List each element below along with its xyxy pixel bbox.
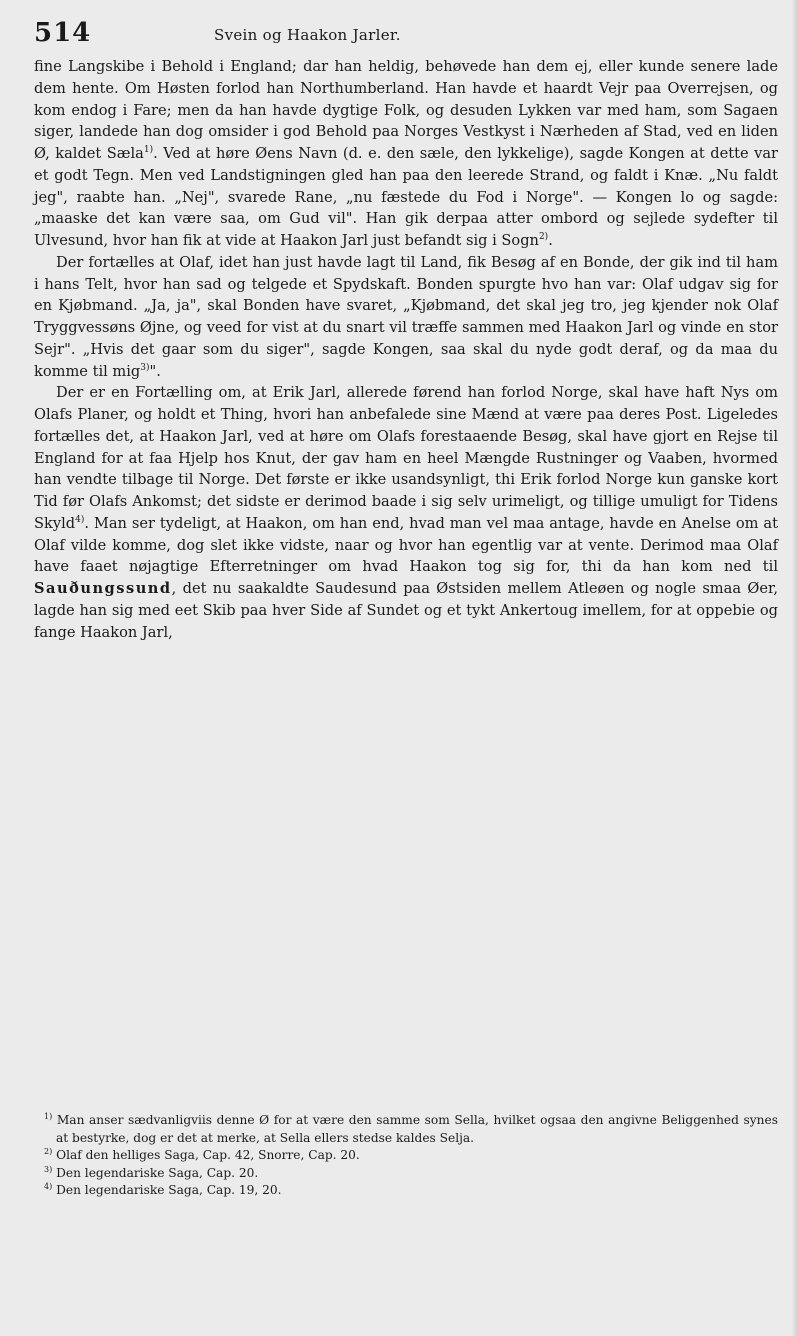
p3b-text: . Man ser tydeligt, at Haakon, om han end, hvad man vel maa antage, havde en Anelse om at Olaf vilde komme, dog slet ikke vidste, naar og hvor han egentlig var at vente. Derimod maa Olaf have faaet nøjagtige Efterretninger om hvad Haakon tog sig for, thi da han kom ned til [34, 514, 778, 576]
footnote-1 [34, 1112, 778, 1147]
p1-text: fine Langskibe i Behold i England; dar han heldig, behøvede han dem ej, eller kunde senere lade dem hente. Om Høsten forlod han Northumberland. Han havde et haardt Vejr paa Overrejsen, og kom endog i Fare; men da han havde dygtige Folk, og desuden Lykken var med ham, som Sagaen siger, landede han dog omsider i god Behold paa Norges Vestkyst i Nærheden af Stad, ved en liden Ø, kaldet Sæla [34, 58, 778, 162]
footnote-4 [34, 1182, 778, 1200]
footnote-2-text: Olaf den helliges Saga, Cap. 42, Snorre, Cap. 20. [56, 1148, 360, 1163]
p2-end: ". [149, 362, 161, 380]
running-head: Svein og Haakon Jarler. [214, 26, 401, 44]
footnote-ref-3: 3) [140, 362, 150, 373]
footnote-ref-1: 1) [143, 145, 154, 156]
footnote-ref-4: 4) [75, 514, 85, 525]
p3c-text: , det nu saakaldte Saudesund paa Østsiden mellem Atleøen og nogle smaa Øer, lagde han sig med eet Skib paa hver Side af Sundet og et tykt Ankertoug imellem, for at oppebie og fange Haakon Jarl, [34, 580, 778, 641]
page-header [34, 18, 774, 58]
body-text [34, 56, 778, 643]
footnote-4-mark: 4) [44, 1182, 53, 1192]
footnote-ref-2: 2) [538, 232, 549, 243]
footnotes [34, 1112, 778, 1200]
footnote-2 [34, 1147, 778, 1165]
place-name-spaced: Sauðungssund [34, 580, 172, 597]
p2-text: Der fortælles at Olaf, idet han just havde lagt til Land, fik Besøg af en Bonde, der gik ind til ham i hans Telt, hvor han sad og telgede et Spydskaft. Bonden spurgte hvo han var: Olaf udgav sig for en Kjøbmand. „Ja, ja", skal Bonden have svaret, „Kjøbmand, det skal jeg tro, jeg kjender nok Olaf Tryggvessøns Øjne, og veed for vist at du snart vil træffe sammen med Haakon Jarl og vinde en stor Sejr". „Hvis det gaar som du siger", sagde Kongen, saa skal du nyde godt deraf, og da maa du komme til mig [34, 253, 778, 380]
p1c-text: . [548, 232, 553, 249]
p1b-text: . Ved at høre Øens Navn (d. e. den sæle, den lykkelige), sagde Kongen at dette var et godt Tegn. Men ved Landstigningen gled han paa den leerede Strand, og faldt i Knæ. „Nu faldt jeg", raabte han. „Nej", svarede Rane, „nu fæstede du Fod i Norge". — Kongen lo og sagde: „maaske det kan være saa, om Gud vil". Han gik derpaa atter ombord og sejlede sydefter til Ulvesund, hvor han fik at vide at Haakon Jarl just befandt sig i Sogn [34, 145, 779, 249]
footnote-1-mark: 1) [44, 1111, 53, 1121]
paragraph-1 [34, 56, 778, 252]
paragraph-3 [34, 382, 778, 643]
footnote-3-text: Den legendariske Saga, Cap. 20. [56, 1165, 259, 1180]
footnote-1-text: Man anser sædvanligviis denne Ø for at være den samme som Sella, hvilket ogsaa den angivne Beliggenhed synes at bestyrke, dog er det at merke, at Sella ellers stedse kaldes Selja. [56, 1113, 778, 1145]
footnote-3 [34, 1165, 778, 1183]
paragraph-2 [34, 252, 778, 383]
footnote-3-mark: 3) [44, 1164, 53, 1174]
footnote-2-mark: 2) [44, 1147, 53, 1157]
page-number: 514 [34, 18, 92, 48]
footnote-4-text: Den legendariske Saga, Cap. 19, 20. [56, 1183, 282, 1198]
p3a-text: Der er en Fortælling om, at Erik Jarl, allerede førend han forlod Norge, skal have haft Nys om Olafs Planer, og holdt et Thing, hvori han anbefalede sine Mænd at være paa deres Post. Ligeledes fortælles det, at Haakon Jarl, ved at høre om Olafs forestaaende Besøg, skal have gjort en Rejse til England for at faa Hjelp hos Knut, der gav ham en heel Mængde Rustninger og Vaaben, hvormed han vendte tilbage til Norge. Det første er ikke usandsynligt, thi Erik forlod Norge kun ganske kort Tid før Olafs Ankomst; det sidste er derimod baade i sig selv urimeligt, og tillige umuligt for Tidens Skyld [34, 384, 778, 532]
page-edge-shadow [792, 0, 798, 1336]
